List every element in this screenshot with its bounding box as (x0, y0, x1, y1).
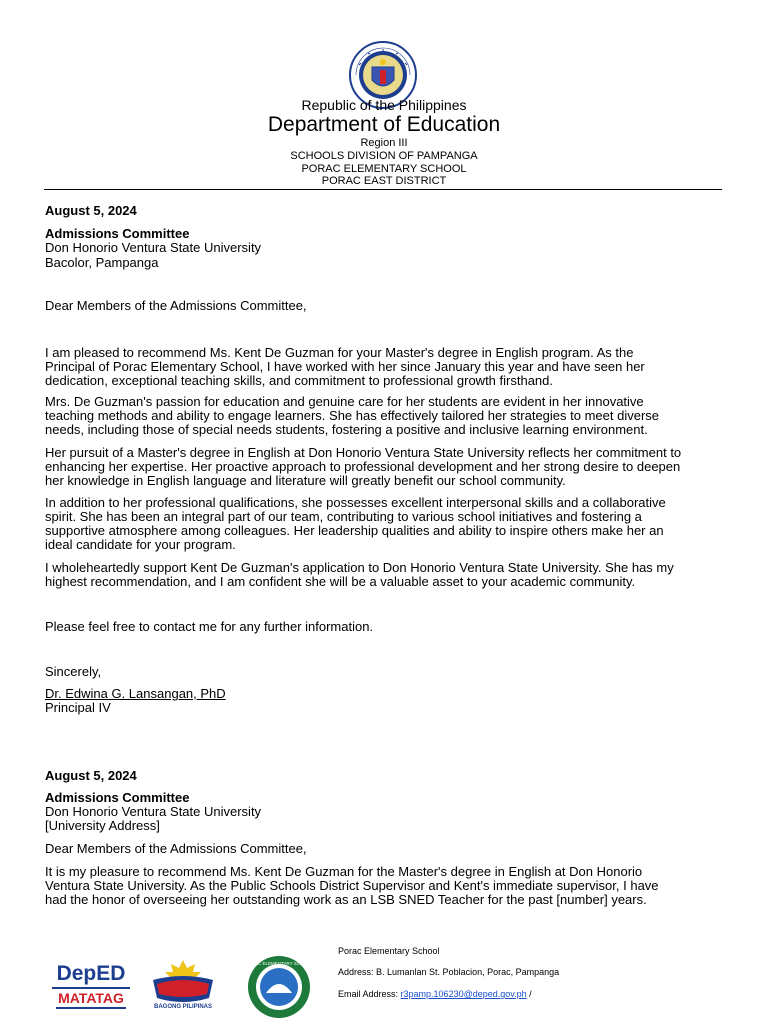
header-region: Region III (360, 137, 408, 149)
letter1-salutation: Dear Members of the Admissions Committee, (45, 298, 307, 313)
letter1-date: August 5, 2024 (45, 203, 137, 218)
paragraph-line: In addition to her professional qualifications, she possesses excellent interpersonal skills and a collaborative (45, 495, 666, 510)
paragraph-line: Her pursuit of a Master's degree in English at Don Honorio Ventura State University reflects her commitment to (45, 445, 682, 460)
letter1-recipient-title: Admissions Committee (45, 226, 190, 241)
paragraph-line: enhancing her expertise. Her proactive approach to professional development and her strong desire to deepen (45, 459, 681, 474)
header-department: Department of Education (267, 113, 501, 136)
header-divider (44, 189, 722, 190)
header-republic: Republic of the Philippines (301, 97, 467, 113)
letter1-paragraph-5 (45, 561, 725, 589)
letter1-paragraph-3 (45, 446, 725, 488)
paragraph-line: her knowledge in English language and literature will greatly benefit our school community. (45, 473, 566, 488)
footer-school-name: Porac Elementary School (338, 946, 440, 956)
paragraph-line: spirit. She has been an integral part of our team, contributing to various school initiatives and fostering a (45, 509, 642, 524)
school-seal-text: PORAC ELEMENTARY SCHOOL (245, 961, 313, 966)
letter1-recipient-address: Bacolor, Pampanga (45, 255, 159, 270)
paragraph-line: I am pleased to recommend Ms. Kent De Guzman for your Master's degree in English program. As the (45, 345, 634, 360)
paragraph-line: ideal candidate for your program. (45, 537, 236, 552)
deped-logo-top-text: DepED (56, 962, 126, 985)
letter1-recipient-org: Don Honorio Ventura State University (45, 240, 262, 255)
letter2-paragraph-1 (45, 865, 725, 907)
letter2-recipient-title: Admissions Committee (45, 790, 190, 805)
letter1-paragraph-4 (45, 496, 725, 552)
letter1-signatory-position: Principal IV (45, 700, 111, 715)
deped-logo-bottom-text: MATATAG (58, 990, 124, 1006)
paragraph-line: teaching methods and ability to engage learners. She has effectively tailored her strategies to meet diverse (45, 408, 660, 423)
bagong-pilipinas-logo (143, 958, 223, 1010)
footer-email-link[interactable]: r3pamp.106230@deped.gov.ph (400, 989, 527, 999)
paragraph-line: It is my pleasure to recommend Ms. Kent De Guzman for the Master's degree in English at Don Honorio (45, 864, 643, 879)
letter1-signatory-name: Dr. Edwina G. Lansangan, PhD (45, 686, 226, 701)
header-district: PORAC EAST DISTRICT (321, 175, 447, 187)
paragraph-line: Mrs. De Guzman's passion for education and genuine care for her students are evident in her innovative (45, 394, 644, 409)
header-school: PORAC ELEMENTARY SCHOOL (301, 163, 467, 175)
letter1-paragraph-1 (45, 346, 725, 388)
paragraph-line: had the honor of overseeing her outstanding work as an LSB SNED Teacher for the past [number] years. (45, 892, 647, 907)
paragraph-line: supportive atmosphere among colleagues. Her leadership qualities and ability to inspire others make her an (45, 523, 664, 538)
header-division: SCHOOLS DIVISION OF PAMPANGA (290, 150, 478, 162)
paragraph-line: needs, including those of special needs students, fostering a positive and inclusive learning environment. (45, 422, 648, 437)
footer-email-label: Email Address: (338, 989, 401, 999)
footer-address: Address: B. Lumanlan St. Poblacion, Porac, Pampanga (338, 967, 560, 977)
paragraph-line: highest recommendation, and I am confident she will be a valuable asset to your academic community. (45, 574, 636, 589)
letter2-recipient-org: Don Honorio Ventura State University (45, 804, 262, 819)
letter1-contact-line: Please feel free to contact me for any further information. (45, 619, 374, 634)
porac-school-seal-logo (242, 955, 316, 1019)
footer-email-suffix: / (526, 989, 532, 999)
paragraph-line: dedication, exceptional teaching skills, and commitment to professional growth firsthand. (45, 373, 553, 388)
letter2-recipient-address: [University Address] (45, 818, 160, 833)
paragraph-line: Principal of Porac Elementary School, I have worked with her since January this year and have seen her (45, 359, 645, 374)
letter2-salutation: Dear Members of the Admissions Committee, (45, 841, 307, 856)
footer-email-line (338, 989, 532, 999)
bagong-logo-text: BAGONG PILIPINAS (153, 1004, 213, 1010)
letter1-paragraph-2 (45, 395, 725, 437)
paragraph-line: I wholeheartedly support Kent De Guzman's application to Don Honorio Ventura State University. She has my (45, 560, 674, 575)
deped-matatag-logo (50, 958, 132, 1014)
paragraph-line: Ventura State University. As the Public Schools District Supervisor and Kent's immediate supervisor, I have (45, 878, 659, 893)
letter1-closing: Sincerely, (45, 664, 102, 679)
letter2-date: August 5, 2024 (45, 768, 137, 783)
